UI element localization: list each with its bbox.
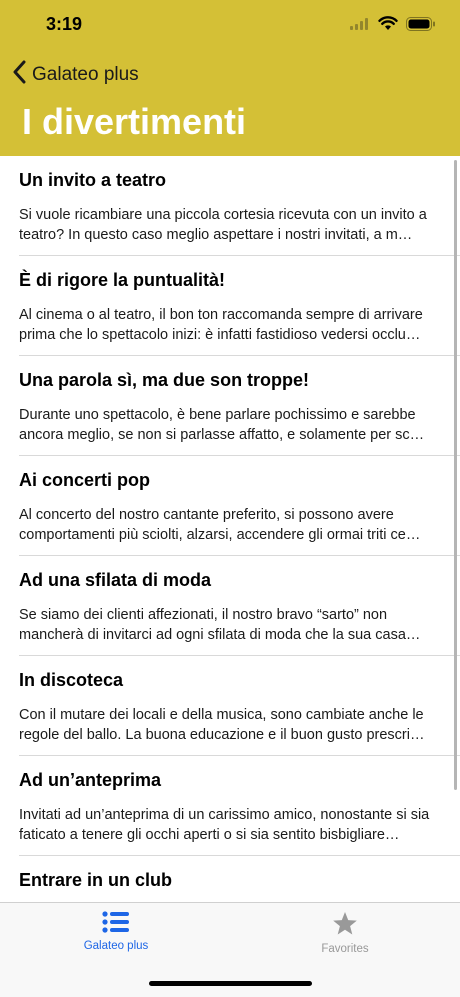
scrollbar[interactable] xyxy=(454,160,457,790)
page-title: I divertimenti xyxy=(22,101,247,142)
topics-list[interactable] xyxy=(0,156,460,902)
list-item-title: Una parola sì, ma due son troppe! xyxy=(19,370,310,390)
list-item[interactable] xyxy=(0,756,460,856)
list-item[interactable] xyxy=(0,156,460,256)
chevron-left-icon xyxy=(12,60,28,90)
list-item-description: Al concerto del nostro cantante preferito, si possono avere comportamenti più sciolti, alzarsi, accendere gli ormai triti ce… xyxy=(19,507,421,543)
list-item-title: In discoteca xyxy=(19,670,124,690)
list-item[interactable] xyxy=(0,356,460,456)
list-item-description: Se siamo dei clienti affezionati, il nostro bravo “sarto” non mancherà di invitarci ad ogni sfilata di moda che la sua casa… xyxy=(19,607,421,643)
list-item-description: Al cinema o al teatro, il bon ton raccomanda sempre di arrivare prima che lo spettacolo inizi: è infatti fastidioso vedersi occlu… xyxy=(19,307,423,343)
list-item-title: Un invito a teatro xyxy=(19,170,167,190)
list-item-description: Con il mutare dei locali e della musica, sono cambiate anche le regole del ballo. La buona educazione e il buon gusto prescri… xyxy=(19,707,425,743)
star-icon xyxy=(332,927,358,939)
list-item-title: Ad una sfilata di moda xyxy=(19,570,212,590)
back-button-label: Galateo plus xyxy=(32,64,139,85)
status-time: 3:19 xyxy=(46,14,83,34)
list-item-description: Invitati ad un’anteprima di un carissimo amico, nonostante si sia faticato a tenere gli occhi aperti o si sia sentito bisbigliare… xyxy=(19,807,430,843)
tab-label: Galateo plus xyxy=(83,940,149,952)
home-indicator[interactable] xyxy=(149,981,312,986)
list-item[interactable] xyxy=(0,456,460,556)
list-item[interactable] xyxy=(0,556,460,656)
wifi-icon xyxy=(378,16,398,36)
list-item-title: Entrare in un club xyxy=(19,870,173,890)
tab-galateo-plus[interactable] xyxy=(51,911,181,952)
list-icon xyxy=(102,924,130,936)
signal-icon xyxy=(350,17,370,35)
tab-favorites[interactable] xyxy=(280,911,410,955)
list-item-description: Durante uno spettacolo, è bene parlare pochissimo e sarebbe ancora meglio, se non si parlasse affatto, e solamente per sc… xyxy=(19,407,425,443)
list-item-description: Si vuole ricambiare una piccola cortesia ricevuta con un invito a teatro? In questo caso meglio aspettare i nostri invitati, a m… xyxy=(19,207,427,243)
tab-label: Favorites xyxy=(321,943,369,955)
list-item-title: È di rigore la puntualità! xyxy=(19,270,226,290)
list-item-title: Ad un’anteprima xyxy=(19,770,162,790)
status-icons xyxy=(350,16,436,36)
list-item[interactable] xyxy=(0,856,460,902)
list-item-title: Ai concerti pop xyxy=(19,470,151,490)
back-button[interactable] xyxy=(12,60,139,90)
list-item[interactable] xyxy=(0,656,460,756)
list-item[interactable] xyxy=(0,256,460,356)
navigation-header xyxy=(0,0,460,156)
battery-icon xyxy=(406,17,436,36)
